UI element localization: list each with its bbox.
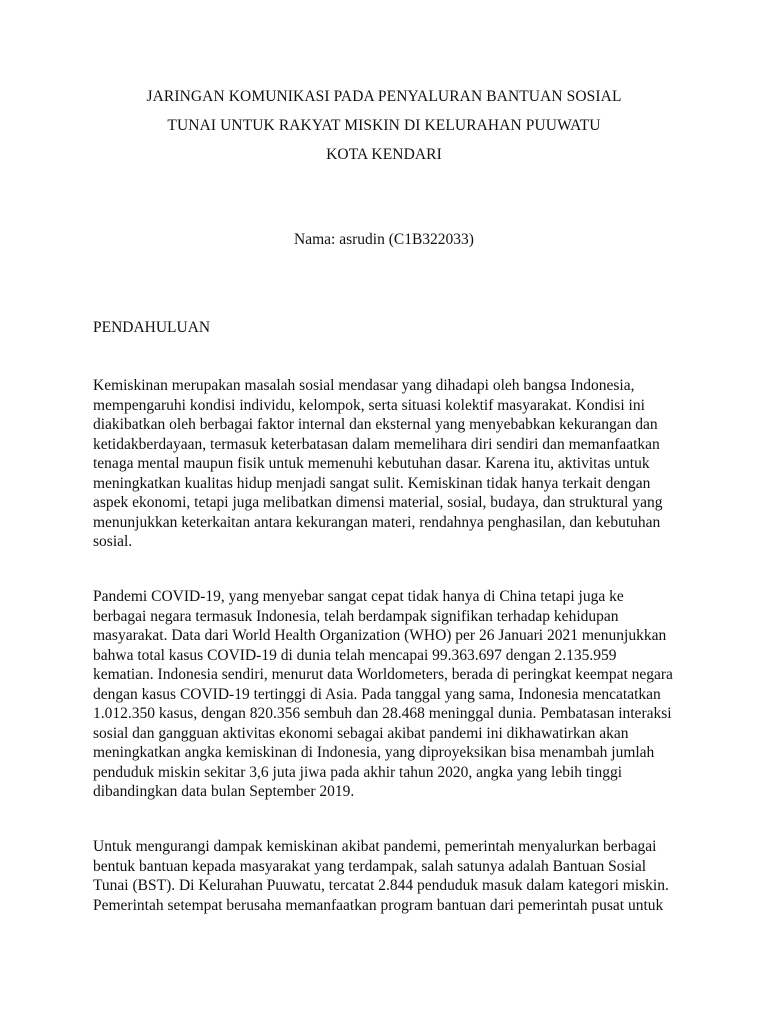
paragraph-line: sosial. <box>93 533 133 550</box>
paragraph-line: ketidakberdayaan, termasuk keterbatasan dalam memelihara diri sendiri dan memanfaatkan <box>93 435 660 453</box>
paragraph-line: sosial dan gangguan aktivitas ekonomi sebagai akibat pandemi ini dikhawatirkan akan <box>93 724 629 742</box>
paragraph-line: bentuk bantuan kepada masyarakat yang terdampak, salah satunya adalah Bantuan Sosial <box>93 857 647 875</box>
paragraph-1 <box>93 376 693 552</box>
document-title-line-2: TUNAI UNTUK RAKYAT MISKIN DI KELURAHAN PUUWATU <box>167 117 601 134</box>
paragraph-line: Untuk mengurangi dampak kemiskinan akibat pandemi, pemerintah menyalurkan berbagai <box>93 838 657 855</box>
paragraph-line: diakibatkan oleh berbagai faktor internal dan eksternal yang menyebabkan kekurangan dan <box>93 416 658 433</box>
paragraph-3 <box>93 837 693 915</box>
paragraph-line: berbagai negara termasuk Indonesia, telah berdampak signifikan terhadap kehidupan <box>93 607 619 625</box>
paragraph-line: menunjukkan keterkaitan antara kekurangan materi, rendahnya penghasilan, dan kebutuhan <box>93 513 661 531</box>
document-title-line-1: JARINGAN KOMUNIKASI PADA PENYALURAN BANTUAN SOSIAL <box>146 88 622 105</box>
paragraph-line: Pandemi COVID-19, yang menyebar sangat cepat tidak hanya di China tetapi juga ke <box>93 588 624 605</box>
paragraph-line: tenaga mental maupun fisik untuk memenuhi kebutuhan dasar. Karena itu, aktivitas untuk <box>93 455 650 472</box>
paragraph-line: meningkatkan kualitas hidup menjadi sangat sulit. Kemiskinan tidak hanya terkait dengan <box>93 474 651 492</box>
document-title-line-3: KOTA KENDARI <box>326 146 442 163</box>
paragraph-line: dibandingkan data bulan September 2019. <box>93 783 355 800</box>
paragraph-2 <box>93 587 693 802</box>
paragraph-line: kematian. Indonesia sendiri, menurut data Worldometers, berada di peringkat keempat negara <box>93 666 673 683</box>
paragraph-line: meningkatkan angka kemiskinan di Indonesia, yang diproyeksikan bisa menambah jumlah <box>93 744 655 761</box>
paragraph-line: Tunai (BST). Di Kelurahan Puuwatu, tercatat 2.844 penduduk masuk dalam kategori miskin. <box>93 877 669 894</box>
section-heading: PENDAHULUAN <box>93 319 211 336</box>
paragraph-line: 1.012.350 kasus, dengan 820.356 sembuh dan 28.468 meninggal dunia. Pembatasan interaksi <box>93 705 672 722</box>
author-name: Nama: asrudin (C1B322033) <box>294 231 474 248</box>
paragraph-line: mempengaruhi kondisi individu, kelompok, serta situasi kolektif masyarakat. Kondisi ini <box>93 396 645 414</box>
paragraph-line: aspek ekonomi, tetapi juga melibatkan dimensi material, sosial, budaya, dan struktural yang <box>93 494 663 511</box>
paragraph-line: bahwa total kasus COVID-19 di dunia telah mencapai 99.363.697 dengan 2.135.959 <box>93 646 617 664</box>
paragraph-line: penduduk miskin sekitar 3,6 juta jiwa pada akhir tahun 2020, angka yang lebih tinggi <box>93 763 623 781</box>
paragraph-line: dengan kasus COVID-19 tertinggi di Asia. Pada tanggal yang sama, Indonesia mencatatkan <box>93 685 661 703</box>
paragraph-line: Pemerintah setempat berusaha memanfaatkan program bantuan dari pemerintah pusat untuk <box>93 896 664 914</box>
paragraph-line: masyarakat. Data dari World Health Organization (WHO) per 26 Januari 2021 menunjukkan <box>93 627 667 644</box>
paragraph-line: Kemiskinan merupakan masalah sosial mendasar yang dihadapi oleh bangsa Indonesia, <box>93 377 635 394</box>
